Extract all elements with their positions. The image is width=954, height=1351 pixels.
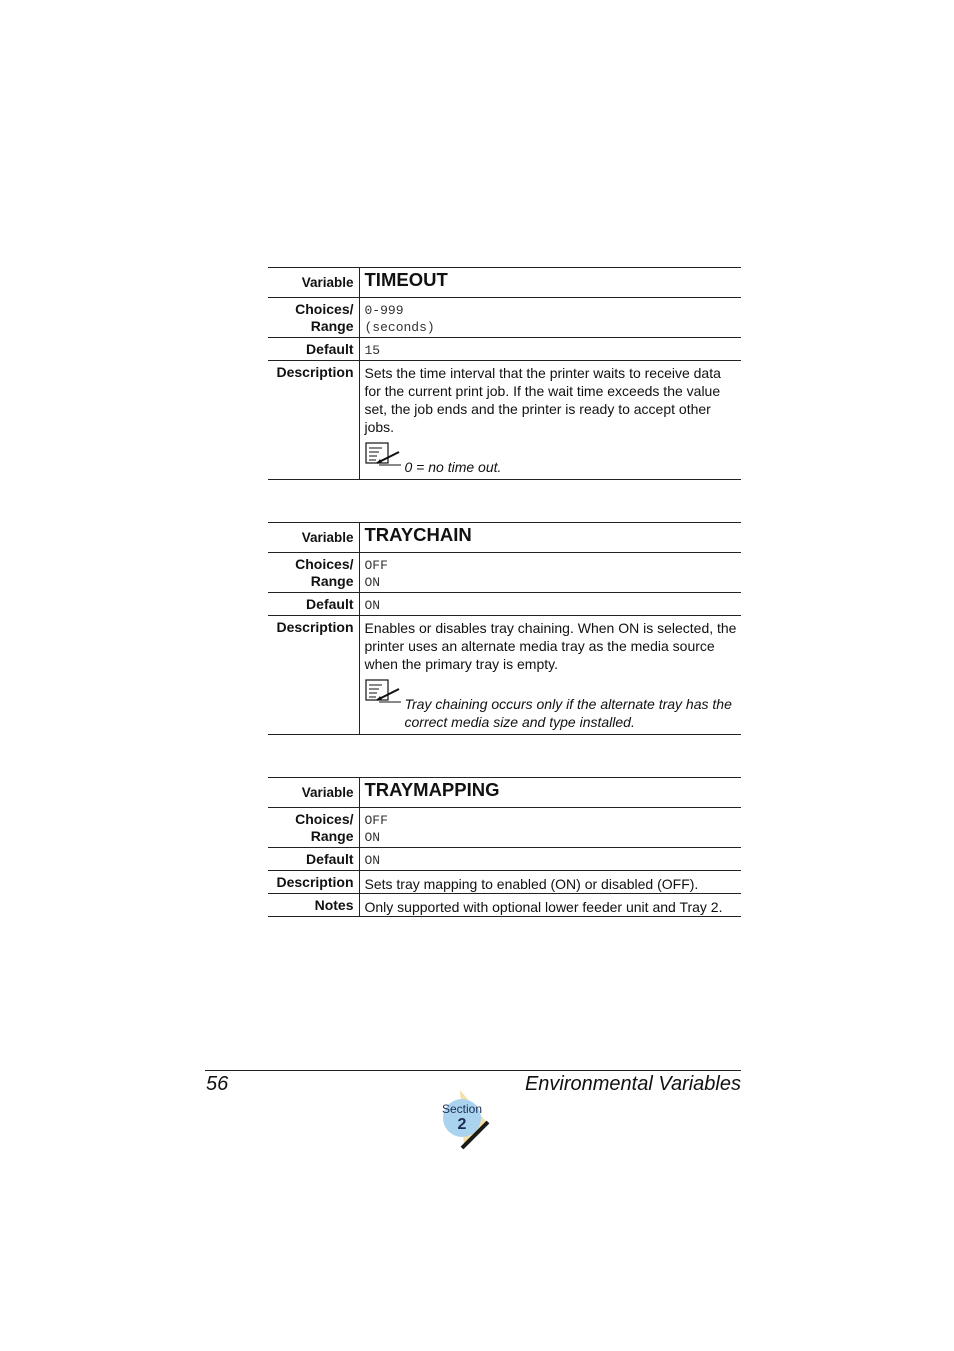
default-value: ON xyxy=(364,598,381,613)
variable-table-traymapping xyxy=(268,777,741,917)
variable-label: Variable xyxy=(268,268,359,298)
section-badge-label: Section xyxy=(441,1102,483,1116)
choices-value: OFF ON xyxy=(364,813,388,845)
note xyxy=(365,446,742,476)
variable-name: TRAYMAPPING xyxy=(364,779,500,800)
default-value: 15 xyxy=(364,343,381,358)
description-label: Description xyxy=(268,361,359,480)
variable-name: TRAYCHAIN xyxy=(364,524,472,545)
variable-table-timeout xyxy=(268,267,741,480)
note-text: 0 = no time out. xyxy=(404,459,502,475)
variable-name: TIMEOUT xyxy=(364,269,448,290)
default-label: Default xyxy=(268,593,359,616)
section-badge-number: 2 xyxy=(457,1116,467,1133)
description-text: Enables or disables tray chaining. When ON is selected, the printer uses an alternate media tray as the media source when the primary tray is empty. xyxy=(364,620,737,672)
choices-value: 0-999 (seconds) xyxy=(364,303,435,335)
description-value: Sets tray mapping to enabled (ON) or disabled (OFF). xyxy=(364,876,699,892)
default-value: ON xyxy=(364,853,381,868)
description-value xyxy=(359,616,741,735)
choices-label: Choices/ Range xyxy=(268,808,359,848)
section-badge-icon xyxy=(436,1088,496,1150)
choices-label: Choices/ Range xyxy=(268,553,359,593)
footer-rule xyxy=(205,1070,741,1071)
note-pencil-icon xyxy=(365,679,405,705)
variable-label: Variable xyxy=(268,523,359,553)
default-label: Default xyxy=(268,848,359,871)
default-label: Default xyxy=(268,338,359,361)
note-text: Tray chaining occurs only if the alternate tray has the correct media size and type installed. xyxy=(404,696,732,730)
note-pencil-icon xyxy=(365,442,405,468)
note xyxy=(365,683,742,731)
variable-label: Variable xyxy=(268,778,359,808)
choices-label: Choices/ Range xyxy=(268,298,359,338)
choices-value: OFF ON xyxy=(364,558,388,590)
notes-value: Only supported with optional lower feeder unit and Tray 2. xyxy=(364,899,723,915)
notes-label: Notes xyxy=(268,894,359,917)
page-number: 56 xyxy=(206,1073,229,1095)
description-label: Description xyxy=(268,616,359,735)
description-label: Description xyxy=(268,871,359,894)
description-value xyxy=(359,361,741,480)
description-text: Sets the time interval that the printer waits to receive data for the current print job. If the wait time exceeds the value set, the job ends and the printer is ready to accept other jobs. xyxy=(364,365,721,435)
footer-title: Environmental Variables xyxy=(524,1073,741,1095)
variable-table-traychain xyxy=(268,522,741,735)
